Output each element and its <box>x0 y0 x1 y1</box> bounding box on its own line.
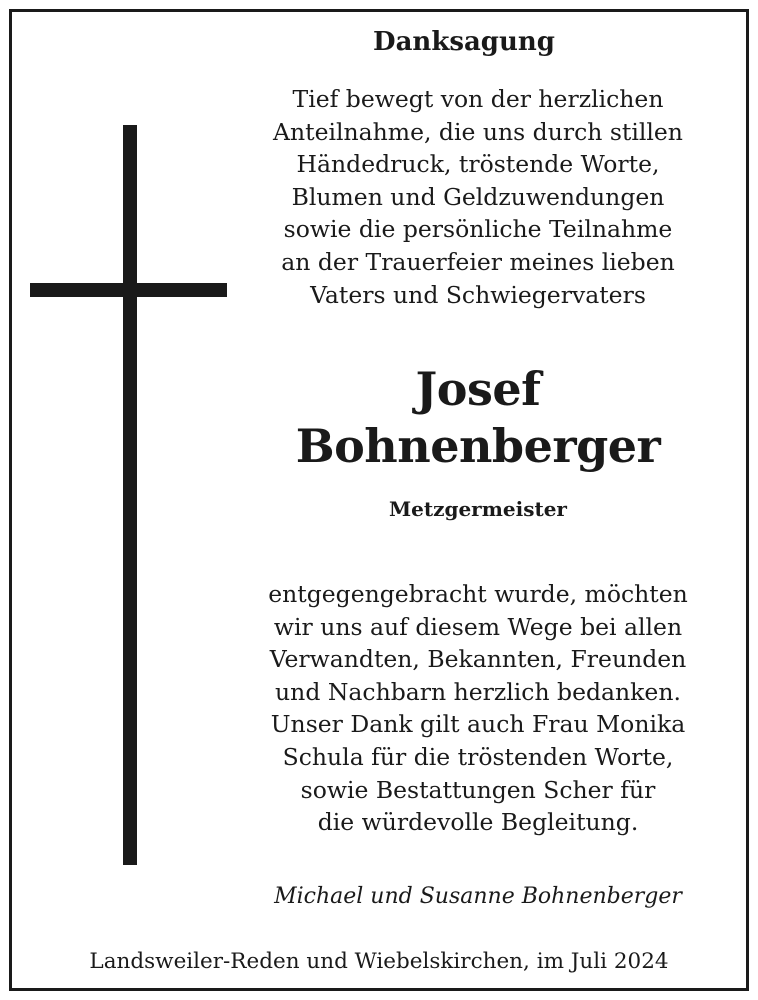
signature: Michael und Susanne Bohnenberger <box>274 884 682 909</box>
cross-vertical-bar <box>123 125 137 865</box>
body-text: entgegengebracht wurde, möchten wir uns auf diesem Wege bei allen Verwandten, Bekannten, Freunden und Nachbarn herzlich bedanken. Unser Dank gilt auch Frau Monika Schula für die tröstenden Worte, sowie Bestattungen Scher für die würdevolle Begleitung. <box>268 580 688 837</box>
place-date: Landsweiler-Reden und Wiebelskirchen, im Juli 2024 <box>89 949 669 974</box>
cross-horizontal-bar <box>30 283 227 297</box>
notice-heading: Danksagung <box>373 27 555 57</box>
deceased-profession: Metzgermeister <box>389 497 567 521</box>
intro-text: Tief bewegt von der herzlichen Anteilnahme, die uns durch stillen Händedruck, tröstende Worte, Blumen und Geldzuwendungen sowie die persönliche Teilnahme an der Trauerfeier meines lieben Vaters und Schwiegervaters <box>273 85 683 309</box>
deceased-name: Josef Bohnenberger <box>295 362 661 473</box>
